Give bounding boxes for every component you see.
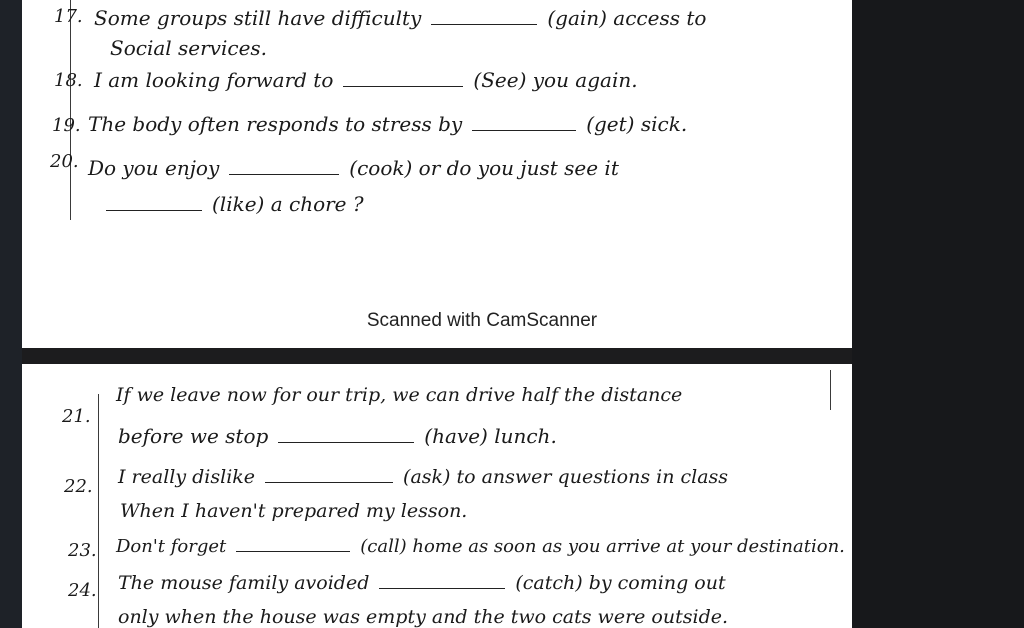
exercise-line — [118, 468, 728, 487]
margin-line — [98, 394, 99, 628]
sentence-text: (have) lunch. — [424, 424, 557, 448]
sentence-text: I am looking forward to — [94, 68, 334, 92]
item-number: 18. — [54, 70, 83, 91]
exercise-line — [118, 574, 726, 593]
sentence-text: The mouse family avoided — [118, 572, 370, 594]
sentence-text: (get) sick. — [586, 112, 688, 136]
answer-blank — [343, 85, 463, 87]
margin-line — [70, 0, 71, 220]
scanned-page-bottom — [22, 364, 852, 628]
camscanner-watermark: Scanned with CamScanner — [366, 310, 598, 331]
sentence-text: (call) home as soon as you arrive at your destination. — [360, 536, 845, 557]
exercise-line — [116, 538, 845, 556]
exercise-line — [94, 8, 706, 28]
sentence-text: (catch) by coming out — [515, 572, 726, 594]
exercise-line — [94, 70, 638, 90]
sentence-text: The body often responds to stress by — [88, 112, 463, 136]
item-number: 22. — [64, 476, 93, 497]
answer-blank — [431, 23, 537, 25]
answer-blank — [379, 587, 505, 589]
item-number: 19. — [52, 115, 81, 136]
sentence-text: I really dislike — [118, 466, 256, 488]
exercise-line — [88, 158, 619, 178]
sentence-text: (See) you again. — [473, 68, 638, 92]
scanner-left-edge — [0, 0, 22, 628]
sentence-text: only when the house was empty and the two cats were outside. — [118, 606, 729, 628]
sentence-text: (gain) access to — [547, 6, 707, 30]
exercise-line — [88, 114, 687, 134]
item-number: 24. — [68, 580, 97, 601]
answer-blank — [236, 550, 350, 552]
answer-blank — [265, 481, 393, 483]
sentence-text: When I haven't prepared my lesson. — [120, 500, 468, 522]
scanner-right-edge — [852, 0, 1024, 628]
sentence-text: Social services. — [110, 36, 268, 60]
item-number: 23. — [68, 540, 97, 561]
answer-blank — [472, 129, 576, 131]
sentence-text: Do you enjoy — [88, 156, 220, 180]
item-number: 21. — [62, 406, 91, 427]
answer-blank — [229, 173, 339, 175]
exercise-line — [118, 426, 557, 446]
margin-line — [830, 370, 831, 410]
exercise-line — [106, 194, 364, 214]
sentence-text: If we leave now for our trip, we can drive half the distance — [116, 384, 683, 406]
scanned-page-top — [22, 0, 852, 348]
item-number: 20. — [50, 151, 79, 172]
sentence-text: (ask) to answer questions in class — [403, 466, 729, 488]
sentence-text: Don't forget — [116, 536, 227, 557]
answer-blank — [106, 209, 202, 211]
sentence-text: Some groups still have difficulty — [94, 6, 422, 30]
item-number: 17. — [54, 6, 83, 27]
sentence-text: before we stop — [118, 424, 269, 448]
sentence-text: (like) a chore ? — [212, 192, 364, 216]
sentence-text: (cook) or do you just see it — [349, 156, 619, 180]
answer-blank — [278, 441, 414, 443]
